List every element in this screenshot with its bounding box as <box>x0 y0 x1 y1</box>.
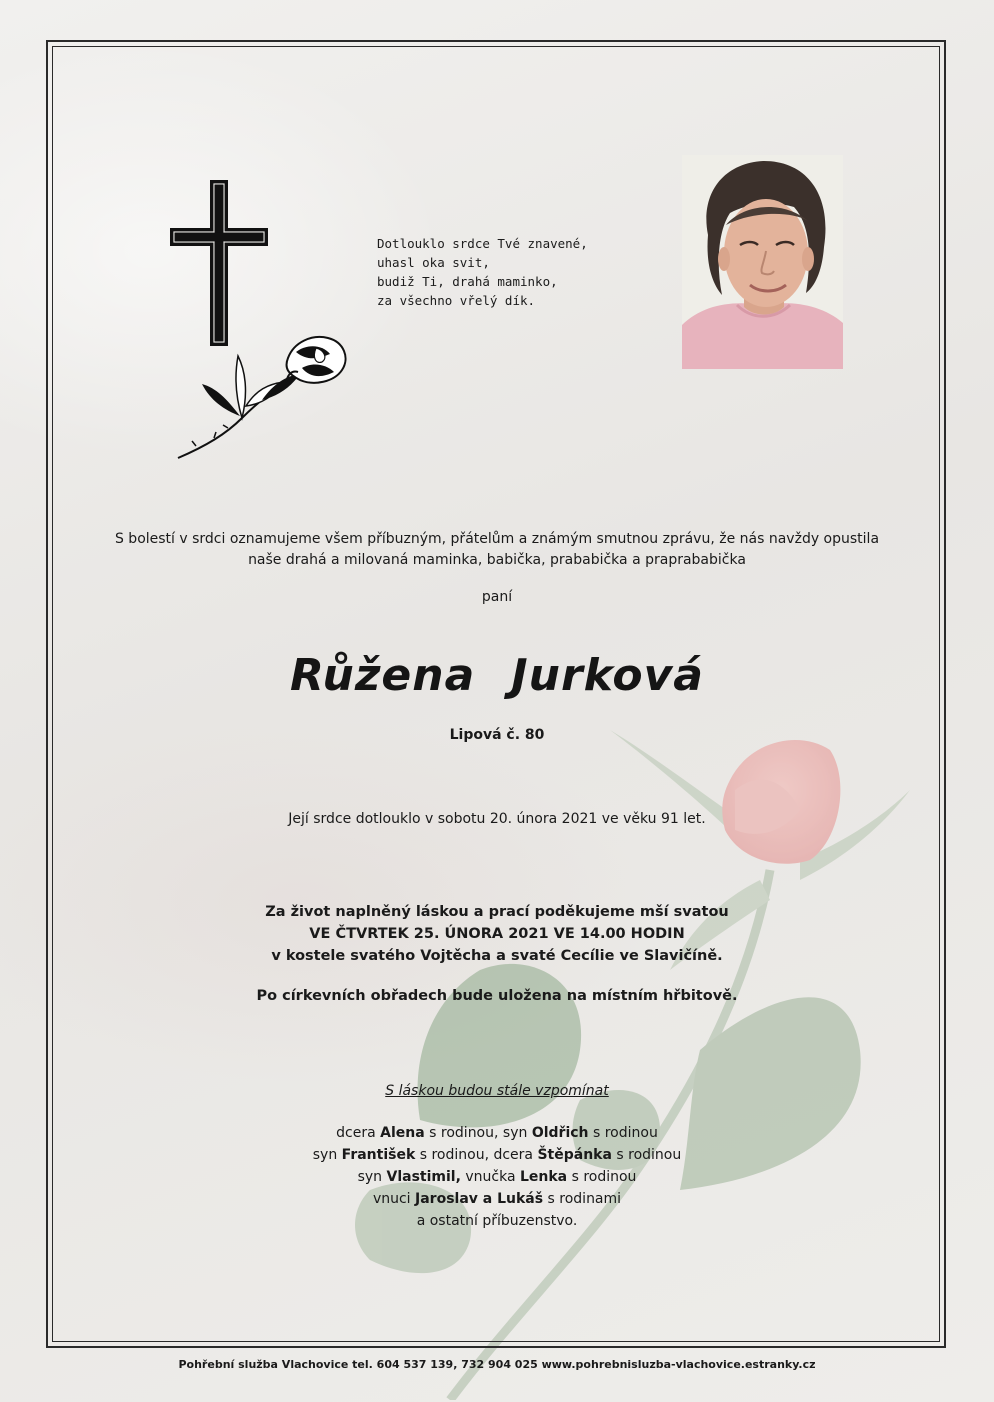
poem-line: budiž Ti, drahá maminko, <box>377 274 558 289</box>
mourners-heading: S láskou budou stále vzpomínat <box>385 1083 609 1099</box>
mourner-name: Lenka <box>519 1169 568 1185</box>
service-line-1: Za život naplněný láskou a prací poděkujeme mší svatou <box>265 904 729 920</box>
mourner-name: Alena <box>380 1125 425 1141</box>
deceased-last-name: Jurková <box>511 650 704 701</box>
mourner-text: syn <box>357 1169 387 1185</box>
deceased-name <box>60 650 934 701</box>
honorific: paní <box>481 589 513 605</box>
death-notice: Její srdce dotlouklo v sobotu 20. února 2021 ve věku 91 let. <box>288 811 706 827</box>
mourner-text: vnuci <box>372 1191 416 1207</box>
mourner-text: s rodinou, dcera <box>415 1147 538 1163</box>
mourners-line <box>60 1188 934 1210</box>
mourner-text: syn <box>312 1147 342 1163</box>
mourner-name: Štěpánka <box>537 1147 612 1163</box>
mourner-text: vnučka <box>460 1169 520 1185</box>
mourner-text: s rodinami <box>543 1191 622 1207</box>
mourner-text: s rodinou <box>611 1147 682 1163</box>
mourner-text: s rodinou <box>588 1125 658 1141</box>
mourner-name: František <box>341 1147 416 1163</box>
footer-funeral-service: Pohřební služba Vlachovice tel. 604 537 139, 732 904 025 www.pohrebnisluzba-vlachovice.estranky.cz <box>178 1358 816 1371</box>
mourners-list <box>60 1122 934 1232</box>
mourner-name: Vlastimil, <box>386 1169 461 1185</box>
mourners-line <box>60 1144 934 1166</box>
rose-drawing-icon <box>176 328 352 462</box>
mourner-text: s rodinou <box>567 1169 637 1185</box>
announcement-line-1: S bolestí v srdci oznamujeme všem příbuzným, přátelům a známým smutnou zprávu, že nás navždy opustila <box>114 531 880 547</box>
mourner-name: Oldřich <box>531 1125 589 1141</box>
deceased-address: Lipová č. 80 <box>449 727 545 743</box>
service-line-3: v kostele svatého Vojtěcha a svaté Cecílie ve Slavičíně. <box>271 948 723 964</box>
service-line-2: VE ČTVRTEK 25. ÚNORA 2021 VE 14.00 HODIN <box>309 926 685 942</box>
portrait-photo <box>682 155 843 369</box>
mourners-line <box>60 1210 934 1232</box>
mourner-text: s rodinou, syn <box>424 1125 532 1141</box>
mourners-line <box>60 1166 934 1188</box>
announcement-line-2: naše drahá a milovaná maminka, babička, prababička a praprababička <box>248 552 746 568</box>
announcement-text <box>60 529 934 571</box>
mourner-text: dcera <box>336 1125 381 1141</box>
mourner-text: a ostatní příbuzenstvo. <box>416 1213 578 1229</box>
poem-line: za všechno vřelý dík. <box>377 293 536 308</box>
deceased-first-name: Růžena <box>290 650 476 701</box>
poem-block <box>377 234 637 310</box>
mourner-name: Jaroslav a Lukáš <box>415 1191 544 1207</box>
cross-icon <box>170 180 268 346</box>
burial-info: Po církevních obřadech bude uložena na místním hřbitově. <box>256 988 738 1004</box>
poem-line: Dotlouklo srdce Tvé znavené, <box>377 236 588 251</box>
funeral-service-info <box>60 901 934 967</box>
poem-line: uhasl oka svit, <box>377 255 490 270</box>
mourners-line <box>60 1122 934 1144</box>
